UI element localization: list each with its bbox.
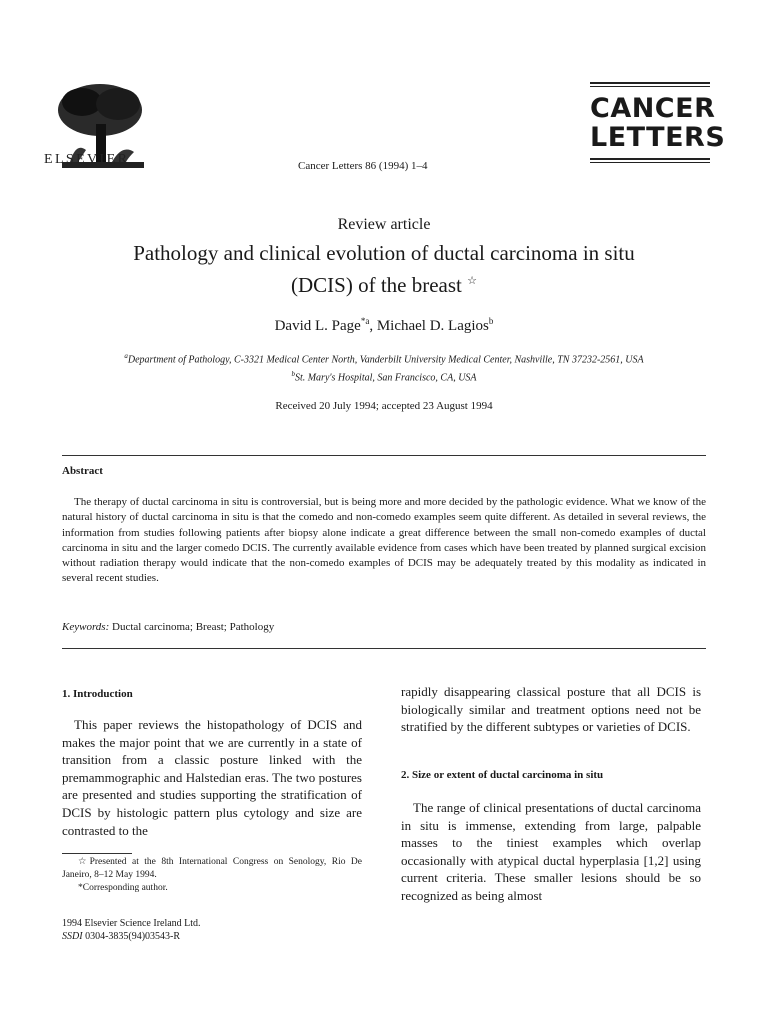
journal-name (590, 93, 726, 153)
footnote-mark: * (78, 883, 83, 893)
author-list (0, 316, 768, 335)
affiliation-mark: b (291, 370, 295, 379)
keywords (62, 621, 274, 633)
ssdi-label: SSDI (62, 931, 83, 942)
author-name: David L. Page (274, 318, 361, 334)
footnote-corresponding (62, 882, 362, 895)
affiliation-b (30, 367, 738, 385)
affiliations (30, 349, 738, 386)
title-footnote-mark[interactable]: ☆ (467, 275, 477, 287)
footnote-mark: ☆ (78, 857, 90, 867)
title-line2 (0, 267, 768, 299)
journal-name-line1: CANCER (590, 93, 716, 124)
abstract-heading: Abstract (62, 465, 103, 477)
footnote-text: Presented at the 8th International Congress on Senology, Rio De Janeiro, 8–12 May 1994. (62, 857, 362, 880)
section-heading-size-extent: 2. Size or extent of ductal carcinoma in situ (401, 769, 604, 781)
footnote-text: Corresponding author. (82, 883, 168, 893)
article-title (0, 239, 768, 299)
masthead-rule (590, 86, 710, 88)
journal-citation: Cancer Letters 86 (1994) 1–4 (298, 160, 428, 172)
section-heading-introduction: 1. Introduction (62, 688, 133, 700)
affiliation-mark: a (124, 352, 128, 360)
section-divider (62, 648, 706, 649)
keywords-list: Ductal carcinoma; Breast; Pathology (112, 621, 275, 633)
received-accepted-dates: Received 20 July 1994; accepted 23 August 1994 (275, 400, 493, 412)
ssdi-code: 0304-3835(94)03543-R (85, 931, 181, 942)
affiliation-text: Department of Pathology, C-3321 Medical Center North, Vanderbilt University Medical Center, Nashville, TN 37232-2561, USA (127, 354, 644, 366)
author-name: Michael D. Lagios (376, 318, 489, 334)
affiliation-a (30, 349, 738, 367)
section-divider (62, 455, 706, 456)
copyright-imprint (62, 917, 201, 943)
title-line2-text: (DCIS) of the breast (291, 273, 462, 297)
intro-continuation-paragraph: rapidly disappearing classical posture that all DCIS is biologically similar and treatment options need not be stratified by the different subtypes or varieties of DCIS. (401, 684, 701, 735)
size-extent-paragraph: The range of clinical presentations of ductal carcinoma in situ is immense, extending from large, palpable masses to the tiniest examples which overlap occasionally with atypical ductal hyperplasia [1,2] using current criteria. These smaller lesions should be so recognized as being almost (401, 800, 701, 903)
keywords-label: Keywords: (62, 621, 110, 633)
journal-name-line2: LETTERS (590, 122, 726, 153)
footnote-rule (62, 853, 132, 854)
title-line1: Pathology and clinical evolution of ductal carcinoma in situ (133, 241, 635, 265)
affiliation-text: St. Mary's Hospital, San Francisco, CA, USA (294, 372, 477, 384)
masthead-rule (590, 82, 710, 84)
publisher-name: ELSEVIER (44, 152, 130, 167)
abstract-text: The therapy of ductal carcinoma in situ is controversial, but is being more and more decided by the pathologic evidence. What we know of the natural history of ductal carcinoma in situ is that the comedo and non-comedo examples seem quite different. As detailed in several reviews, the information from studies following patients after biopsy alone indicate a great difference between the small non-comedo examples of ductal carcinoma in situ and the larger comedo DCIS. The currently available evidence from cases which have been treated by planned surgical excision without radiation therapy would indicate that the non-comedo examples of DCIS may be adequately treated by this modality as indicated in several recent studies. (62, 496, 706, 585)
author-affiliation-mark: *a (360, 316, 370, 326)
copyright-line: 1994 Elsevier Science Ireland Ltd. (62, 918, 201, 929)
masthead-rule (590, 158, 710, 160)
author-separator: , (369, 318, 377, 334)
ssdi-line (62, 930, 201, 943)
introduction-paragraph: This paper reviews the histopathology of DCIS and makes the major point that we are currently in a state of transition from a classic posture linked with the premammographic and Halstedian eras. The two postures are presented and studies supporting the stratification of DCIS by histologic pattern plus cytology and size are contrasted to the (62, 717, 362, 838)
author-affiliation-mark: b (488, 316, 494, 326)
footnote-presented (62, 856, 362, 882)
masthead-rule (590, 162, 710, 164)
journal-masthead (590, 82, 726, 165)
article-type: Review article (337, 216, 431, 233)
